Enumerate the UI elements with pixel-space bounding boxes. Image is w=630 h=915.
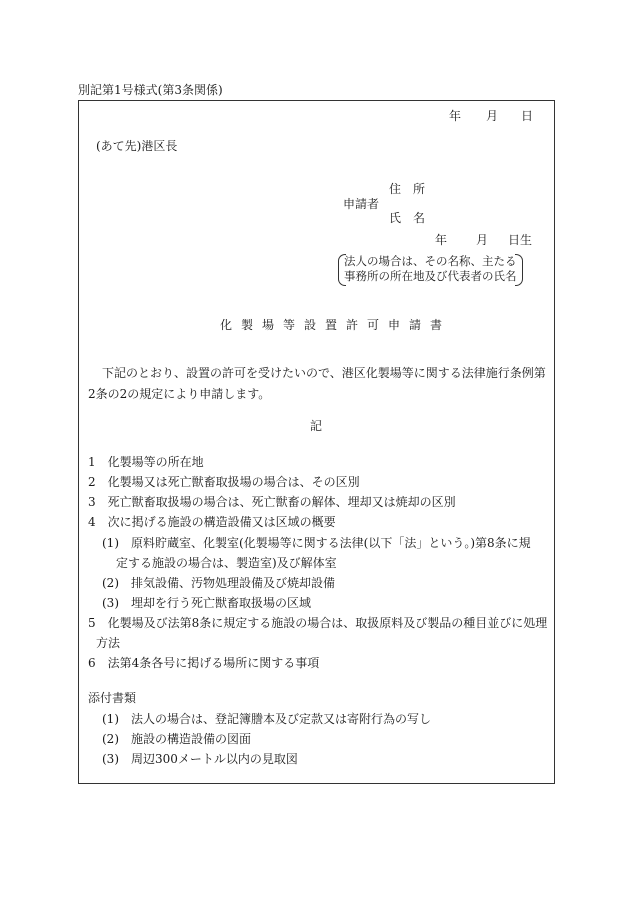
date-month-label: 月 <box>486 109 499 123</box>
applicant-label: 申請者 <box>343 197 380 211</box>
item-4-1-line2: 定する施設の場合は、製造室)及び解体室 <box>116 556 337 570</box>
attachments-heading: 添付書類 <box>88 691 137 705</box>
intro-line-1: 下記のとおり、設置の許可を受けたいので、港区化製場等に関する法律施行条例第 <box>102 366 546 380</box>
intro-line-2: 2条の2の規定により申請します。 <box>88 387 271 401</box>
date-year-label: 年 <box>449 109 462 123</box>
item-1: 1 化製場等の所在地 <box>88 455 204 469</box>
corporate-note-line2: 事務所の所在地及び代表者の氏名 <box>344 269 517 283</box>
item-4-2: (2) 排気設備、汚物処理設備及び焼却設備 <box>102 576 335 590</box>
attachment-2: (2) 施設の構造設備の図面 <box>102 732 251 746</box>
birth-year-label: 年 <box>435 233 448 247</box>
attachment-3: (3) 周辺300メートル以内の見取図 <box>102 752 298 766</box>
addressee: (あて先)港区長 <box>96 139 178 153</box>
attachment-1: (1) 法人の場合は、登記簿謄本及び定款又は寄附行為の写し <box>102 712 432 726</box>
birth-month-label: 月 <box>476 233 489 247</box>
item-4-3: (3) 埋却を行う死亡獣畜取扱場の区域 <box>102 596 311 610</box>
name-label: 氏 名 <box>389 211 426 225</box>
birth-day-label: 日生 <box>508 233 533 247</box>
ki-heading: 記 <box>310 419 323 433</box>
form-label: 別記第1号様式(第3条関係) <box>78 83 223 97</box>
item-4-1-line1: (1) 原料貯蔵室、化製室(化製場等に関する法律(以下「法」という。)第8条に規 <box>102 536 531 550</box>
corporate-note-line1: 法人の場合は、その名称、主たる <box>344 254 517 268</box>
form-frame <box>78 100 555 784</box>
item-5-line1: 5 化製場及び法第8条に規定する施設の場合は、取扱原料及び製品の種目並びに処理 <box>88 616 548 630</box>
date-day-label: 日 <box>521 109 534 123</box>
document-title: 化製場等設置許可申請書 <box>220 318 452 332</box>
item-4: 4 次に掲げる施設の構造設備又は区域の概要 <box>88 515 336 529</box>
item-2: 2 化製場又は死亡獣畜取扱場の場合は、その区別 <box>88 475 360 489</box>
address-label: 住 所 <box>389 182 426 196</box>
item-6: 6 法第4条各号に掲げる場所に関する事項 <box>88 656 320 670</box>
item-5-line2: 方法 <box>96 636 121 650</box>
item-3: 3 死亡獣畜取扱場の場合は、死亡獣畜の解体、埋却又は焼却の区別 <box>88 495 456 509</box>
